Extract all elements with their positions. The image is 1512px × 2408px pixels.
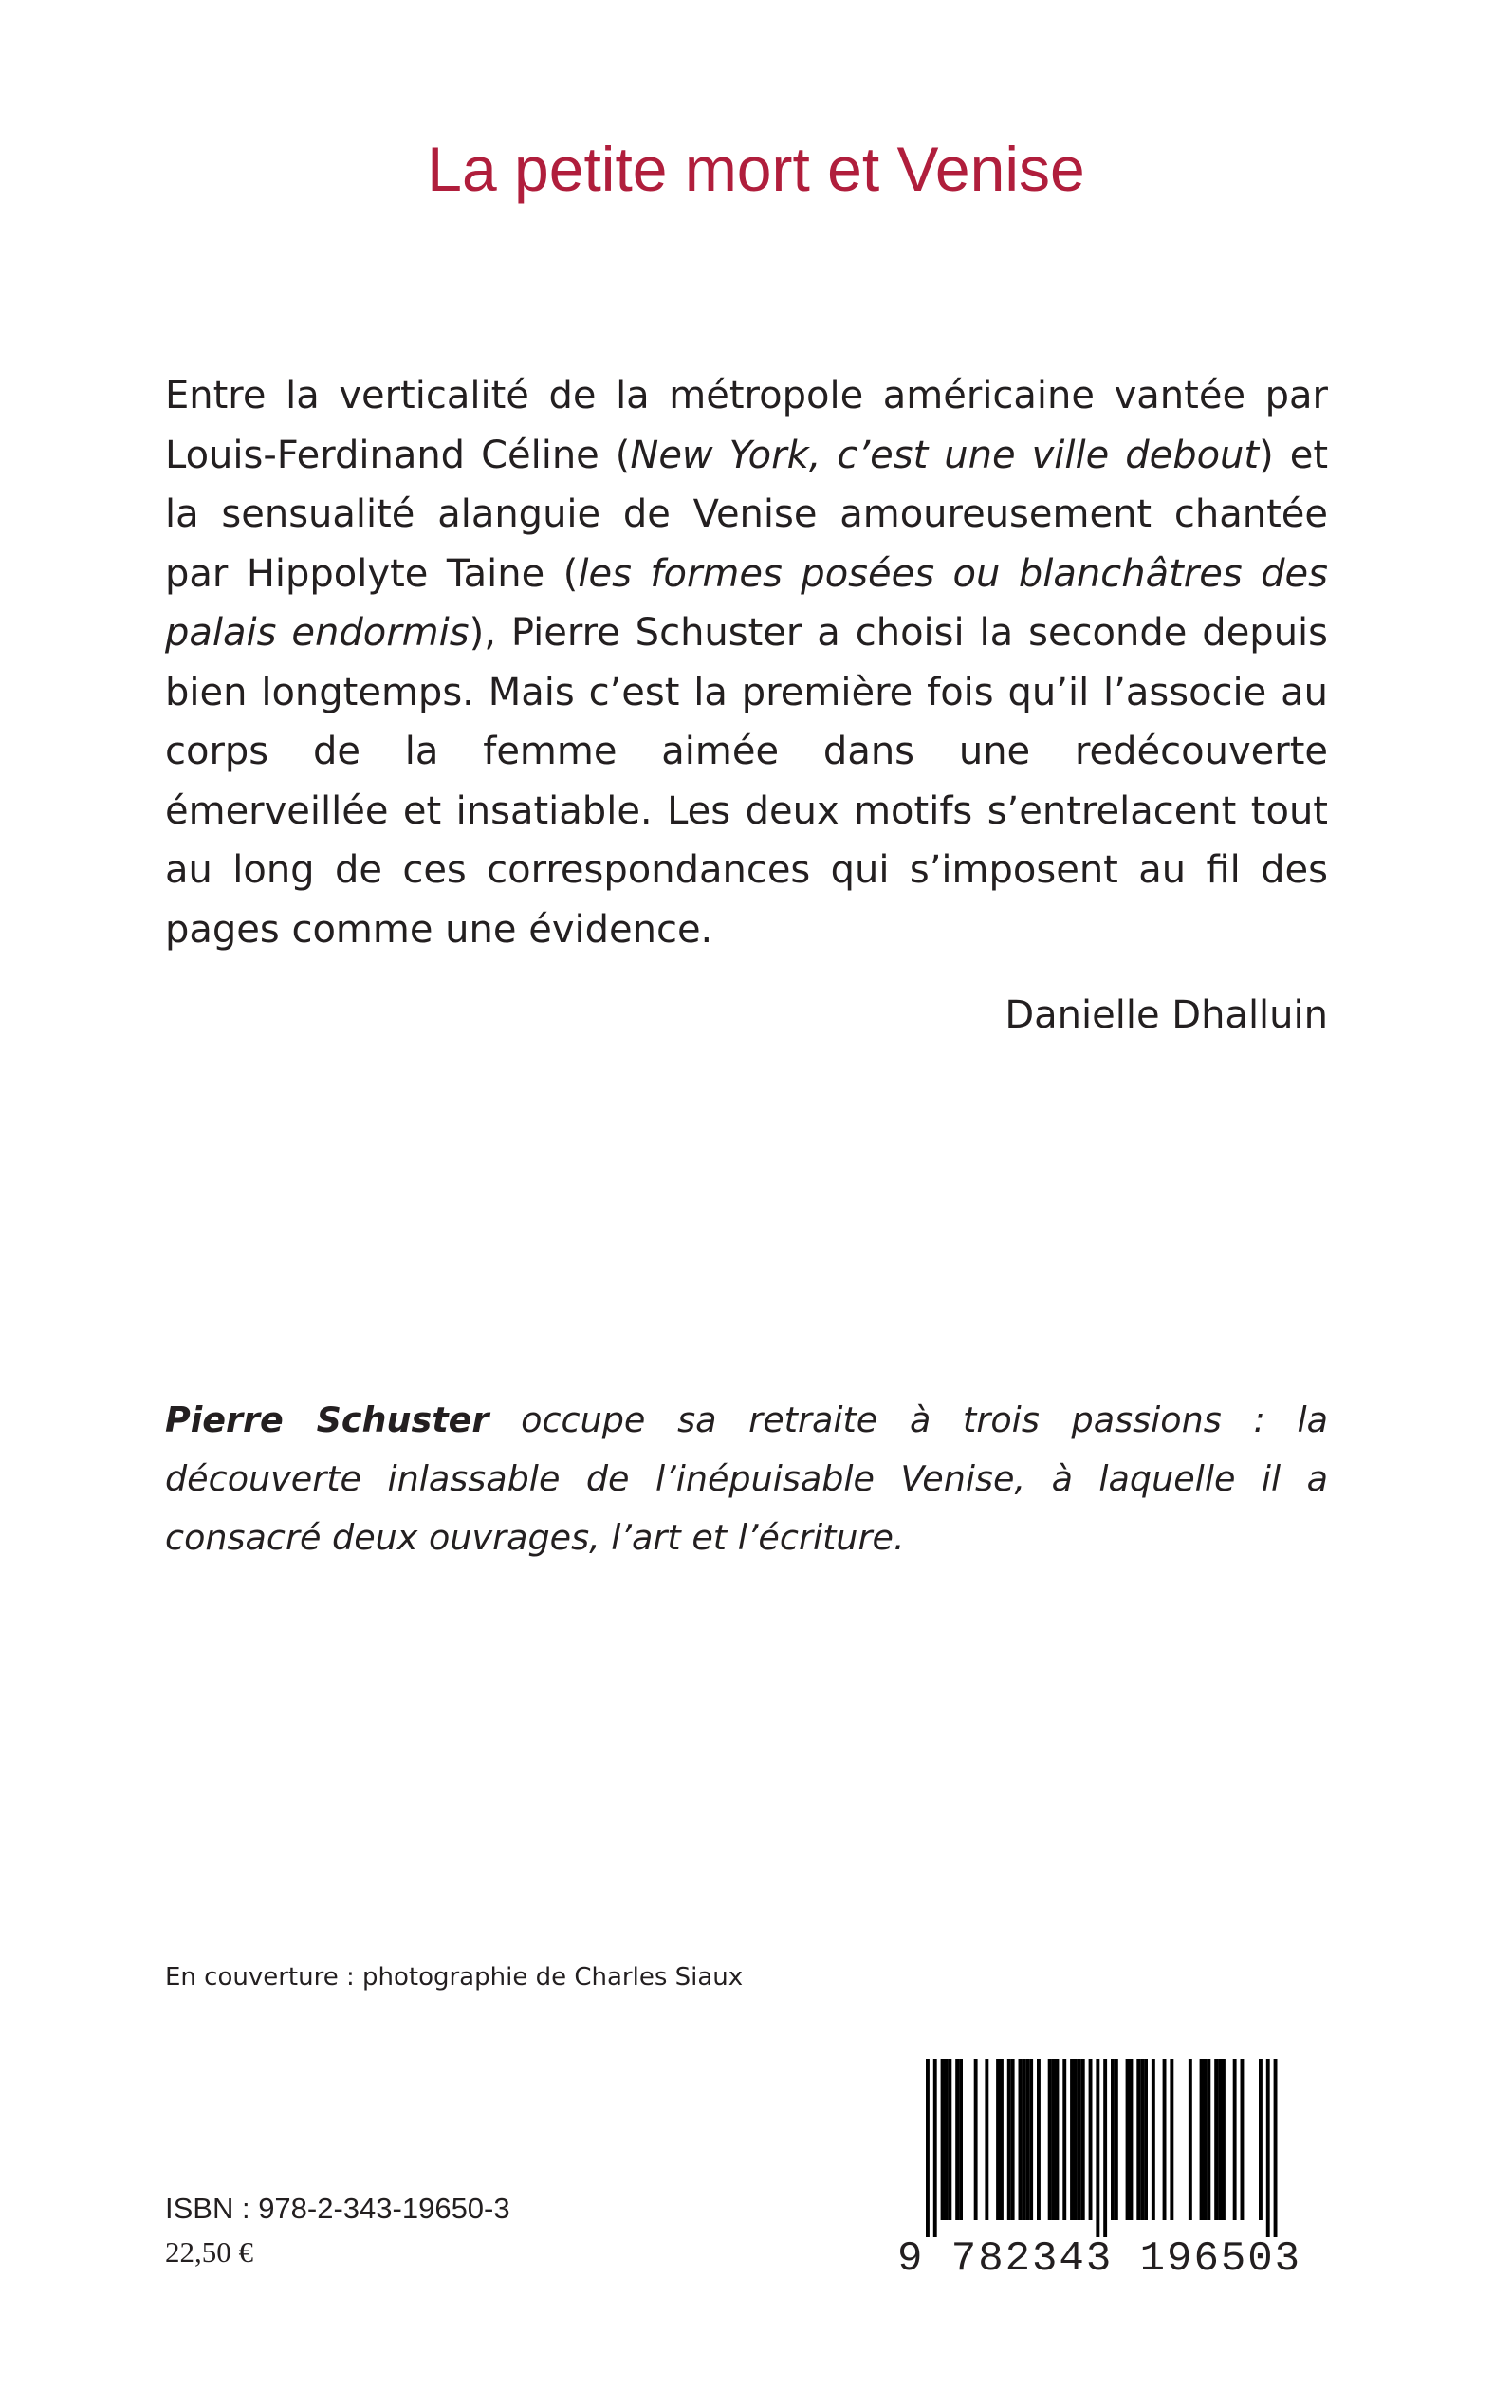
barcode-bar-28 <box>1029 2059 1033 2220</box>
barcode-bar-22 <box>1007 2059 1011 2220</box>
barcode-bar-76 <box>1207 2059 1210 2220</box>
barcode-bar-75 <box>1204 2059 1208 2220</box>
cover-credit: En couverture : photographie de Charles Siaux <box>165 1963 744 1991</box>
barcode-bar-6 <box>948 2059 951 2220</box>
barcode-bar-83 <box>1233 2059 1237 2220</box>
barcode-bar-57 <box>1136 2059 1140 2220</box>
barcode-bar-19 <box>996 2059 1000 2220</box>
barcode-bar-9 <box>959 2059 963 2220</box>
barcode-bar-33 <box>1048 2059 1052 2220</box>
barcode-bar-74 <box>1200 2059 1204 2220</box>
barcode-bar-13 <box>974 2059 978 2220</box>
barcode-bar-0 <box>926 2059 930 2237</box>
barcode-bar-94 <box>1274 2059 1278 2237</box>
barcode-bar-16 <box>985 2059 988 2220</box>
blurb-signature: Danielle Dhalluin <box>1005 993 1328 1037</box>
barcode-bar-5 <box>945 2059 949 2220</box>
barcode-bar-54 <box>1126 2059 1130 2220</box>
author-name: Pierre Schuster <box>165 1399 489 1440</box>
barcode-bar-2 <box>933 2059 937 2237</box>
barcode-bar-48 <box>1103 2059 1107 2237</box>
barcode-bar-61 <box>1152 2059 1155 2220</box>
barcode-bar-46 <box>1096 2059 1099 2237</box>
barcode-bar-27 <box>1025 2059 1029 2220</box>
barcode-bar-50 <box>1111 2059 1115 2220</box>
barcode-bar-80 <box>1222 2059 1226 2220</box>
barcode-bar-8 <box>955 2059 959 2220</box>
barcode-bar-55 <box>1130 2059 1134 2220</box>
barcode-bar-40 <box>1074 2059 1078 2220</box>
barcode-bar-35 <box>1056 2059 1060 2220</box>
barcode-bar-23 <box>1011 2059 1015 2220</box>
barcode-bar-30 <box>1037 2059 1041 2220</box>
barcode-bar-20 <box>1000 2059 1004 2220</box>
barcode-bar-42 <box>1081 2059 1085 2220</box>
blurb-quote-taine: les formes posées ou blanchâtres des palais endormis <box>165 551 1328 655</box>
book-title: La petite mort et Venise <box>427 134 1085 204</box>
barcode-bar-90 <box>1259 2059 1263 2220</box>
barcode-bar-64 <box>1163 2059 1167 2220</box>
barcode-digits: 9 782343 196503 <box>897 2235 1302 2283</box>
barcode-bar-26 <box>1022 2059 1025 2220</box>
barcode-bar-85 <box>1241 2059 1245 2220</box>
barcode-bar-79 <box>1218 2059 1222 2220</box>
author-bio-text: occupe sa retraite à trois passions : la découverte inlassable de l’inépuisable Venise, à laquelle il a consacré deux ouvrages, l’art et l’écriture. <box>165 1399 1328 1558</box>
blurb-text-3: ), Pierre Schuster a choisi la seconde depuis bien longtemps. Mais c’est la première fois qu’il l’associe au corps de la femme aimée dans une redécouverte émerveillée et insatiable. Les deux motifs s’entrelacent tout au long de ces correspondances qui s’imposent au fil des pages comme une évidence. <box>165 611 1328 952</box>
blurb-quote-celine: New York, c’est une ville debout <box>630 433 1260 477</box>
blurb-text-1: Entre la verticalité de la métropole américaine vantée par Louis-Ferdinand Céline ( <box>165 374 1328 477</box>
barcode-bar-44 <box>1089 2059 1093 2220</box>
barcode-bar-39 <box>1070 2059 1074 2220</box>
barcode <box>897 2059 1313 2287</box>
barcode-bar-51 <box>1115 2059 1118 2220</box>
blurb-text-2: ) et la sensualité alanguie de Venise amoureusement chantée par Hippolyte Taine ( <box>165 433 1328 596</box>
barcode-bar-71 <box>1189 2059 1192 2220</box>
barcode-bar-66 <box>1170 2059 1173 2220</box>
barcode-bar-59 <box>1144 2059 1148 2220</box>
barcode-bar-25 <box>1019 2059 1023 2220</box>
barcode-bars <box>897 2059 1313 2239</box>
author-bio <box>165 1391 1328 1567</box>
barcode-bar-92 <box>1266 2059 1270 2237</box>
barcode-bar-78 <box>1214 2059 1218 2220</box>
barcode-bar-4 <box>941 2059 945 2220</box>
barcode-bar-34 <box>1052 2059 1056 2220</box>
isbn-label: ISBN : 978-2-343-19650-3 <box>165 2192 510 2225</box>
price-label: 22,50 € <box>165 2235 253 2269</box>
barcode-bar-58 <box>1140 2059 1144 2220</box>
blurb-paragraph <box>165 366 1328 959</box>
barcode-bar-37 <box>1062 2059 1066 2220</box>
barcode-bar-41 <box>1078 2059 1081 2220</box>
